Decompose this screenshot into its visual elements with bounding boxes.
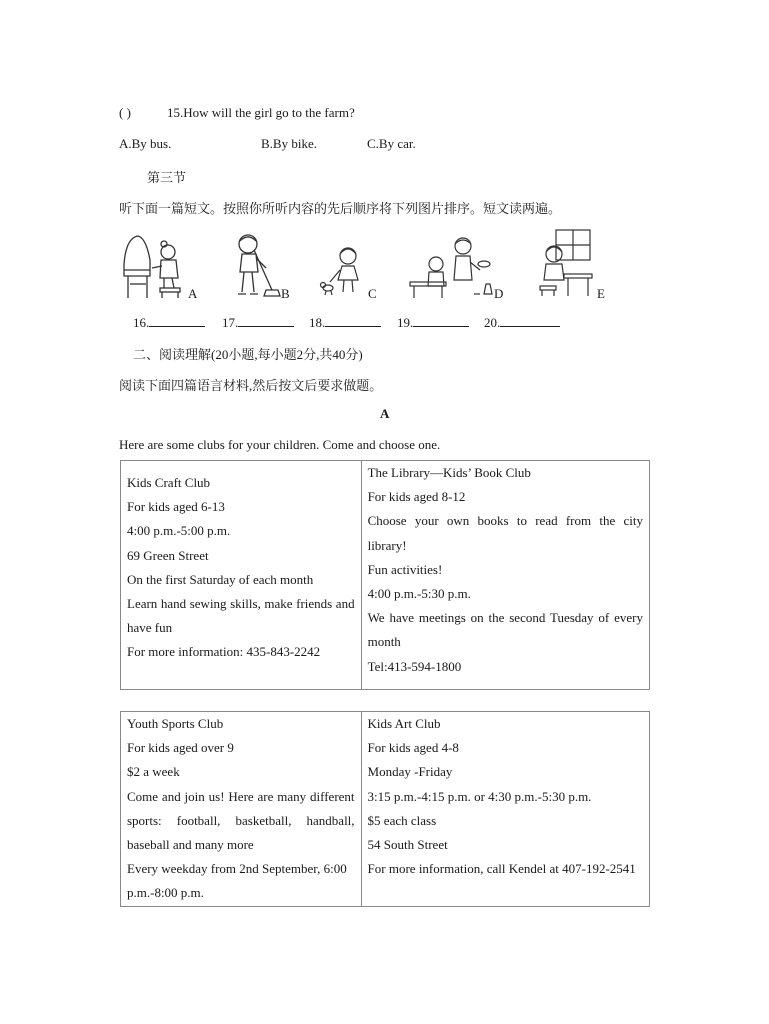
- answer-blank-19[interactable]: [397, 314, 469, 331]
- answer-blank-16[interactable]: [133, 314, 205, 331]
- answer-blank-label: 17.: [222, 315, 239, 330]
- club-schedule: Every weekday from 2nd September, 6:00 p.m.-8:00 p.m.: [127, 861, 347, 901]
- club-age: For kids aged 4-8: [367, 740, 459, 756]
- club-time: 4:00 p.m.-5:30 p.m.: [367, 586, 471, 602]
- club-schedule: On the first Saturday of each month: [127, 571, 314, 587]
- q15-option-c: C.By car.: [367, 136, 416, 151]
- answer-line[interactable]: [413, 314, 469, 327]
- club-description: Come and join us! Here are many different sports: football, basketball, handball, baseball and many more: [127, 788, 355, 853]
- club-address: 69 Green Street: [127, 547, 209, 563]
- youth-sports-club-cell: [121, 712, 362, 907]
- answer-blank-label: 18.: [309, 315, 326, 330]
- girl-walking-dog-icon: [318, 244, 368, 296]
- kids-craft-club-cell: [121, 461, 362, 690]
- answer-blank-18[interactable]: [309, 314, 381, 331]
- section3-title: 第三节: [147, 170, 187, 185]
- picture-c-letter: C: [368, 286, 377, 301]
- club-name: Kids Art Club: [367, 716, 441, 731]
- picture-d-letter: D: [494, 286, 504, 301]
- picture-a-letter: A: [188, 286, 198, 301]
- picture-e-letter: E: [597, 286, 605, 301]
- picture-d: [408, 234, 496, 300]
- part2-instruction: 阅读下面四篇语言材料,然后按文后要求做题。: [119, 378, 383, 393]
- club-time: 3:15 p.m.-4:15 p.m. or 4:30 p.m.-5:30 p.m.: [367, 788, 592, 804]
- club-age: For kids aged 8-12: [367, 489, 466, 505]
- passage-a-label: A: [380, 406, 390, 421]
- passage-a-intro: Here are some clubs for your children. Come and choose one.: [119, 437, 441, 452]
- q15-question: 15.How will the girl go to the farm?: [167, 105, 355, 120]
- club-contact: Tel:413-594-1800: [367, 658, 462, 674]
- club-age: For kids aged over 9: [127, 740, 234, 756]
- picture-c: [318, 244, 368, 296]
- club-contact: For more information, call Kendel at 407-192-2541: [367, 861, 636, 877]
- boy-sweeping-floor-icon: [232, 232, 284, 298]
- answer-blank-17[interactable]: [222, 314, 294, 331]
- answer-blank-20[interactable]: [484, 314, 560, 331]
- q15-answer-bracket[interactable]: ( ): [119, 105, 131, 120]
- picture-a: [120, 232, 186, 300]
- club-activities: Fun activities!: [367, 561, 443, 577]
- club-days: Monday -Friday: [367, 764, 453, 780]
- club-description: Learn hand sewing skills, make friends and have fun: [127, 596, 355, 636]
- answer-line[interactable]: [500, 314, 560, 327]
- part2-heading: 二、阅读理解(20小题,每小题2分,共40分): [133, 347, 363, 362]
- club-contact: For more information: 435-843-2242: [127, 644, 321, 660]
- answer-line[interactable]: [238, 314, 294, 327]
- answer-line[interactable]: [325, 314, 381, 327]
- answer-blank-label: 19.: [397, 315, 414, 330]
- club-address: 54 South Street: [367, 837, 448, 853]
- picture-e: [534, 228, 594, 298]
- club-name: Youth Sports Club: [127, 716, 224, 731]
- section3-instruction: 听下面一篇短文。按照你所听内容的先后顺序将下列图片排序。短文读两遍。: [119, 201, 562, 216]
- club-name: Kids Craft Club: [127, 475, 211, 490]
- club-schedule: We have meetings on the second Tuesday of every month: [367, 610, 643, 650]
- club-price: $2 a week: [127, 764, 180, 780]
- club-price: $5 each class: [367, 812, 437, 828]
- q15-option-b: B.By bike.: [261, 136, 317, 151]
- club-time: 4:00 p.m.-5:00 p.m.: [127, 523, 231, 539]
- clubs-table-2: [120, 711, 650, 907]
- girl-doing-homework-icon: [534, 228, 594, 298]
- family-cooking-icon: [408, 234, 496, 300]
- club-name: The Library—Kids’ Book Club: [367, 465, 531, 480]
- clubs-table-1: [120, 460, 650, 690]
- answer-blank-label: 16.: [133, 315, 150, 330]
- answer-blank-label: 20.: [484, 315, 501, 330]
- library-book-club-cell: [361, 461, 649, 690]
- picture-b: [232, 232, 284, 298]
- picture-b-letter: B: [281, 286, 290, 301]
- club-age: For kids aged 6-13: [127, 499, 225, 515]
- answer-line[interactable]: [149, 314, 205, 327]
- girl-playing-piano-icon: [120, 232, 186, 300]
- club-description: Choose your own books to read from the city library!: [367, 513, 643, 553]
- kids-art-club-cell: [361, 712, 649, 907]
- q15-option-a: A.By bus.: [119, 136, 172, 151]
